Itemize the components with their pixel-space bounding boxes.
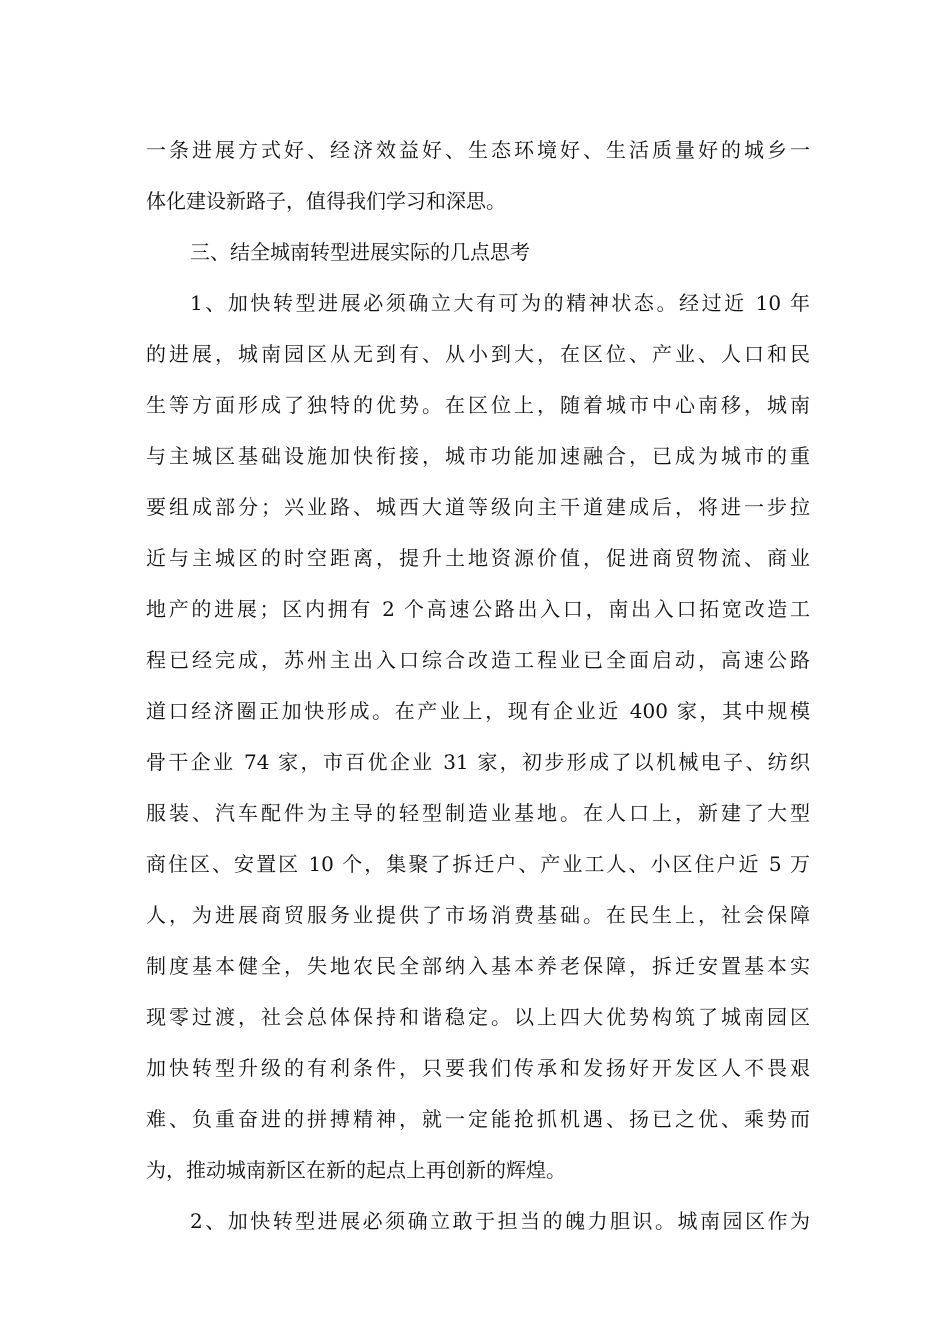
text-line: 制度基本健全，失地农民全部纳入基本养老保障，拆迁安置基本实 bbox=[146, 954, 810, 978]
text-line: 服装、汽车配件为主导的轻型制造业基地。在人口上，新建了大型 bbox=[146, 801, 810, 825]
text-line: 道口经济圈正加快形成。在产业上，现有企业近 400 家，其中规模 bbox=[146, 699, 810, 723]
text-line: 一条进展方式好、经济效益好、生态环境好、生活质量好的城乡一 bbox=[146, 138, 810, 162]
text-line: 加快转型升级的有利条件，只要我们传承和发扬好开发区人不畏艰 bbox=[146, 1056, 810, 1080]
text-line: 2、加快转型进展必须确立敢于担当的魄力胆识。城南园区作为 bbox=[190, 1209, 810, 1233]
text-line: 骨干企业 74 家，市百优企业 31 家，初步形成了以机械电子、纺织 bbox=[146, 750, 810, 774]
document-body bbox=[146, 125, 810, 1247]
text-line: 现零过渡，社会总体保持和谐稳定。以上四大优势构筑了城南园区 bbox=[146, 1005, 810, 1029]
text-line: 与主城区基础设施加快衔接，城市功能加速融合，已成为城市的重 bbox=[146, 444, 810, 468]
text-line: 难、负重奋进的拼搏精神，就一定能抢抓机遇、扬已之优、乘势而 bbox=[146, 1107, 810, 1131]
text-line: 生等方面形成了独特的优势。在区位上，随着城市中心南移，城南 bbox=[146, 393, 810, 417]
text-line: 近与主城区的时空距离，提升土地资源价值，促进商贸物流、商业 bbox=[146, 546, 810, 570]
text-line: 商住区、安置区 10 个，集聚了拆迁户、产业工人、小区住户近 5 万 bbox=[146, 852, 810, 876]
text-line: 人，为进展商贸服务业提供了市场消费基础。在民生上，社会保障 bbox=[146, 903, 810, 927]
text-line: 地产的进展；区内拥有 2 个高速公路出入口，南出入口拓宽改造工 bbox=[146, 597, 810, 621]
text-line: 要组成部分；兴业路、城西大道等级向主干道建成后，将进一步拉 bbox=[146, 495, 810, 519]
text-line: 1、加快转型进展必须确立大有可为的精神状态。经过近 10 年 bbox=[190, 291, 810, 315]
text-line: 为，推动城南新区在新的起点上再创新的辉煌。 bbox=[146, 1158, 566, 1182]
text-line: 的进展，城南园区从无到有、从小到大，在区位、产业、人口和民 bbox=[146, 342, 810, 366]
text-line: 三、结全城南转型进展实际的几点思考 bbox=[190, 240, 530, 264]
text-line: 体化建设新路子，值得我们学习和深思。 bbox=[146, 189, 506, 213]
text-line: 程已经完成，苏州主出入口综合改造工程业已全面启动，高速公路 bbox=[146, 648, 810, 672]
